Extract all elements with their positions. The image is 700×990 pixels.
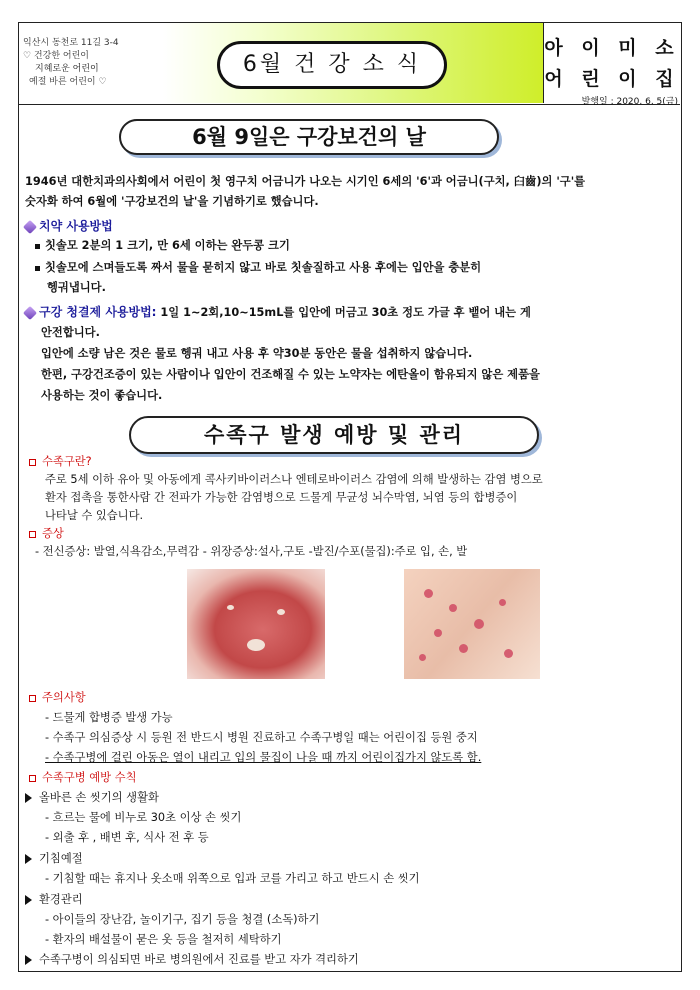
- motto-line-3: 예절 바른 어린이 ♡: [29, 77, 107, 87]
- hfmd-what-line: 환자 접촉을 통한사람 간 전파가 가능한 감염병으로 드물게 무균성 뇌수막염, 뇌염 등의 합병증이: [45, 491, 518, 504]
- address-block: [19, 23, 163, 103]
- newsletter-title: 6월 건 강 소 식: [217, 41, 447, 89]
- prevent-item: - 아이들의 장난감, 놀이기구, 집기 등을 청결 (소독)하기: [45, 913, 320, 926]
- caution-heading: 주의사항: [29, 689, 86, 707]
- red-square-icon: [29, 775, 36, 782]
- prevent-section-heading: 올바른 손 씻기의 생활화: [25, 789, 159, 807]
- brand-line-1: 아 이 미 소: [544, 37, 680, 59]
- prevent-item: - 환자의 배설물이 묻은 옷 등을 철저히 세탁하기: [45, 933, 282, 946]
- newsletter-page: [18, 22, 682, 972]
- triangle-bullet-icon: [25, 854, 32, 864]
- square-bullet-icon: [35, 244, 40, 249]
- hfmd-what-heading: 수족구란?: [29, 453, 92, 471]
- motto-line-1: ♡ 건강한 어린이: [23, 51, 89, 61]
- red-square-icon: [29, 459, 36, 466]
- hfmd-what-line: 나타날 수 있습니다.: [45, 509, 144, 522]
- purple-gem-icon: [23, 306, 37, 320]
- prevent-heading: 수족구병 예방 수칙: [29, 769, 137, 787]
- brand-line-2: 어 린 이 집: [544, 68, 680, 90]
- oral-day-title: 6월 9일은 구강보건의 날: [119, 119, 499, 155]
- toothpaste-heading: 치약 사용방법: [25, 217, 113, 236]
- purple-gem-icon: [23, 220, 37, 234]
- prevent-item: - 기침할 때는 휴지나 옷소매 위쪽으로 입과 코를 가리고 하고 반드시 손 씻기: [45, 872, 420, 885]
- prevent-item: - 외출 후 , 배변 후, 식사 전 후 등: [45, 831, 209, 844]
- triangle-bullet-icon: [25, 955, 32, 965]
- hand-rash-photo: [404, 569, 540, 679]
- caution-line: - 수족구 의심증상 시 등원 전 반드시 병원 진료하고 수족구병일 때는 어린이집 등원 중지: [45, 731, 478, 744]
- brand-block: [543, 23, 680, 107]
- triangle-bullet-icon: [25, 895, 32, 905]
- toothpaste-item-cont: 헹궈냅니다.: [47, 281, 106, 294]
- issue-date: 발행일 : 2020. 6. 5(금): [581, 97, 678, 107]
- caution-line: - 수족구병에 걸린 아동은 열이 내리고 입의 물집이 나을 때 까지 어린이집가지 않도록 함.: [45, 751, 482, 764]
- header: [19, 23, 680, 105]
- mouthwash-line-3: 입안에 소량 남은 것은 물로 헹궈 내고 사용 후 약30분 동안은 물을 섭취하지 않습니다.: [41, 347, 473, 360]
- red-square-icon: [29, 531, 36, 538]
- caution-line: - 드물게 합병증 발생 가능: [45, 711, 173, 724]
- toothpaste-item: 칫솔모에 스며들도록 짜서 물을 묻히지 않고 바로 칫솔질하고 사용 후에는 입안을 충분히: [35, 259, 481, 277]
- red-square-icon: [29, 695, 36, 702]
- prevent-item: - 흐르는 물에 비누로 30초 이상 손 씻기: [45, 811, 242, 824]
- tongue-blister-photo: [187, 569, 325, 679]
- triangle-bullet-icon: [25, 793, 32, 803]
- symptom-line: - 전신증상: 발열,식욕감소,무력감 - 위장증상:설사,구토 -발진/수포(물집):주로 입, 손, 발: [35, 545, 468, 558]
- toothpaste-item: 칫솔모 2분의 1 크기, 만 6세 이하는 완두콩 크기: [35, 237, 290, 255]
- oral-intro-line-1: 1946년 대한치과의사회에서 어린이 첫 영구치 어금니가 나오는 시기인 6세의 '6'과 어금니(구치, 臼齒)의 '구'를: [25, 175, 586, 188]
- mouthwash-line-2: 안전합니다.: [41, 326, 100, 339]
- prevent-final-item: 수족구병이 의심되면 바로 병의원에서 진료를 받고 자가 격리하기: [25, 951, 359, 969]
- hfmd-what-line: 주로 5세 이하 유아 및 아동에게 콕사키바이러스나 엔테로바이러스 감염에 의해 발생하는 감염 병으로: [45, 473, 543, 486]
- hfmd-title: 수족구 발생 예방 및 관리: [129, 416, 539, 454]
- mouthwash-line-4: 한편, 구강건조증이 있는 사람이나 입안이 건조해질 수 있는 노약자는 에탄올이 함유되지 않은 제품을: [41, 368, 540, 381]
- motto-line-2: 지혜로운 어린이: [35, 64, 99, 74]
- prevent-section-heading: 환경관리: [25, 891, 83, 909]
- mouthwash-line-5: 사용하는 것이 좋습니다.: [41, 389, 163, 402]
- mouthwash-line-1: 구강 청결제 사용방법: 1일 1~2회,10~15mL를 입안에 머금고 30초 정도 가글 후 뱉어 내는 게: [25, 303, 531, 322]
- prevent-section-heading: 기침예절: [25, 850, 83, 868]
- symptom-heading: 증상: [29, 525, 64, 543]
- address: 익산시 동천로 11길 3-4: [23, 38, 119, 48]
- square-bullet-icon: [35, 266, 40, 271]
- title-band: [163, 23, 543, 103]
- oral-intro-line-2: 숫자화 하여 6월에 '구강보건의 날'을 기념하기로 했습니다.: [25, 195, 319, 208]
